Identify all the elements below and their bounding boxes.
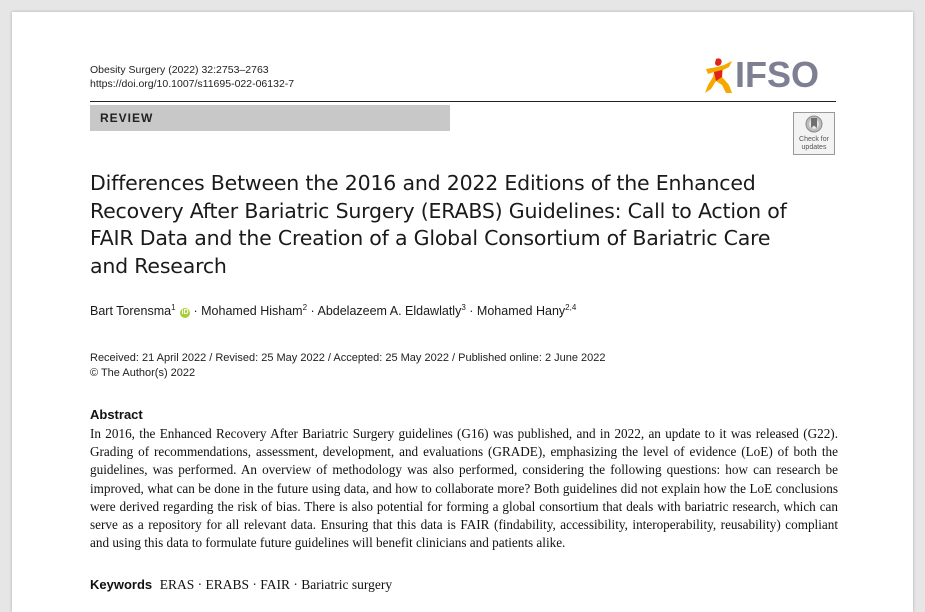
author-affiliation: 3 — [461, 303, 466, 312]
journal-citation: Obesity Surgery (2022) 32:2753–2763 — [90, 64, 269, 76]
keywords — [90, 577, 392, 593]
author-affiliation: 2 — [302, 303, 308, 312]
section-label-bar — [90, 105, 450, 131]
header-rule — [90, 101, 836, 102]
author-separator: · — [193, 304, 198, 318]
author-affiliation: 2,4 — [565, 303, 577, 312]
article-page — [12, 12, 913, 612]
author-name[interactable]: Abdelazeem A. Eldawlatly — [317, 304, 462, 318]
bookmark-ring-icon — [805, 115, 823, 135]
check-for-updates-badge[interactable] — [793, 112, 835, 155]
keywords-list: ERAS · ERABS · FAIR · Bariatric surgery — [159, 577, 393, 592]
publication-dates — [90, 351, 606, 381]
abstract-heading: Abstract — [90, 407, 143, 422]
orcid-icon[interactable]: iD — [181, 309, 189, 316]
author-name[interactable]: Bart Torensma — [90, 304, 172, 318]
section-label: REVIEW — [100, 111, 154, 125]
author-name[interactable]: Mohamed Hany — [476, 304, 566, 318]
history-dates: Received: 21 April 2022 / Revised: 25 May 2022 / Accepted: 25 May 2022 / Published online: 2 June 2022 — [90, 352, 606, 364]
ifso-logo-text: IFSO — [735, 54, 820, 95]
ifso-logo — [702, 55, 837, 95]
author-separator: · — [469, 304, 474, 318]
author-affiliation: 1 — [171, 303, 176, 312]
copyright-line: © The Author(s) 2022 — [90, 367, 196, 379]
article-title: Differences Between the 2016 and 2022 Editions of the Enhanced Recovery After Bariatric Surgery (ERABS) Guidelines: Call to Action of FAIR Data and the Creation of a Global Consortium of Bariatric Care and Research — [90, 171, 787, 278]
abstract-text: In 2016, the Enhanced Recovery After Bariatric Surgery guidelines (G16) was published, and in 2022, an update to it was released (G22). Grading of recommendations, assessment, development, and evaluations (GRADE), emphasizing the level of evidence (LoE) of both the guidelines, was performed. An overview of methodology was also performed, considering the following questions: how can research be improved, what can be done in the future using data, and how to collaborate more? Both guidelines did not explain how the LoE conclusions were derived regarding the risk of bias. There is also potential for forming a global consortium that deals with bariatric research, which can serve as a repository for all relevant data. Ensuring that this data is FAIR (findability, accessibility, interoperability, reusability) compliant and using this data to formulate future guidelines will benefit clinicians and patients alike. — [90, 426, 838, 551]
journal-info — [90, 63, 294, 91]
author-name[interactable]: Mohamed Hisham — [201, 304, 303, 318]
ifso-figure-icon — [702, 55, 736, 95]
keywords-label: Keywords — [90, 577, 153, 592]
author-separator: · — [310, 304, 315, 318]
doi-link[interactable]: https://doi.org/10.1007/s11695-022-06132-7 — [90, 78, 295, 90]
check-for-updates-label: Check for updates — [799, 136, 829, 151]
author-list — [90, 303, 576, 318]
